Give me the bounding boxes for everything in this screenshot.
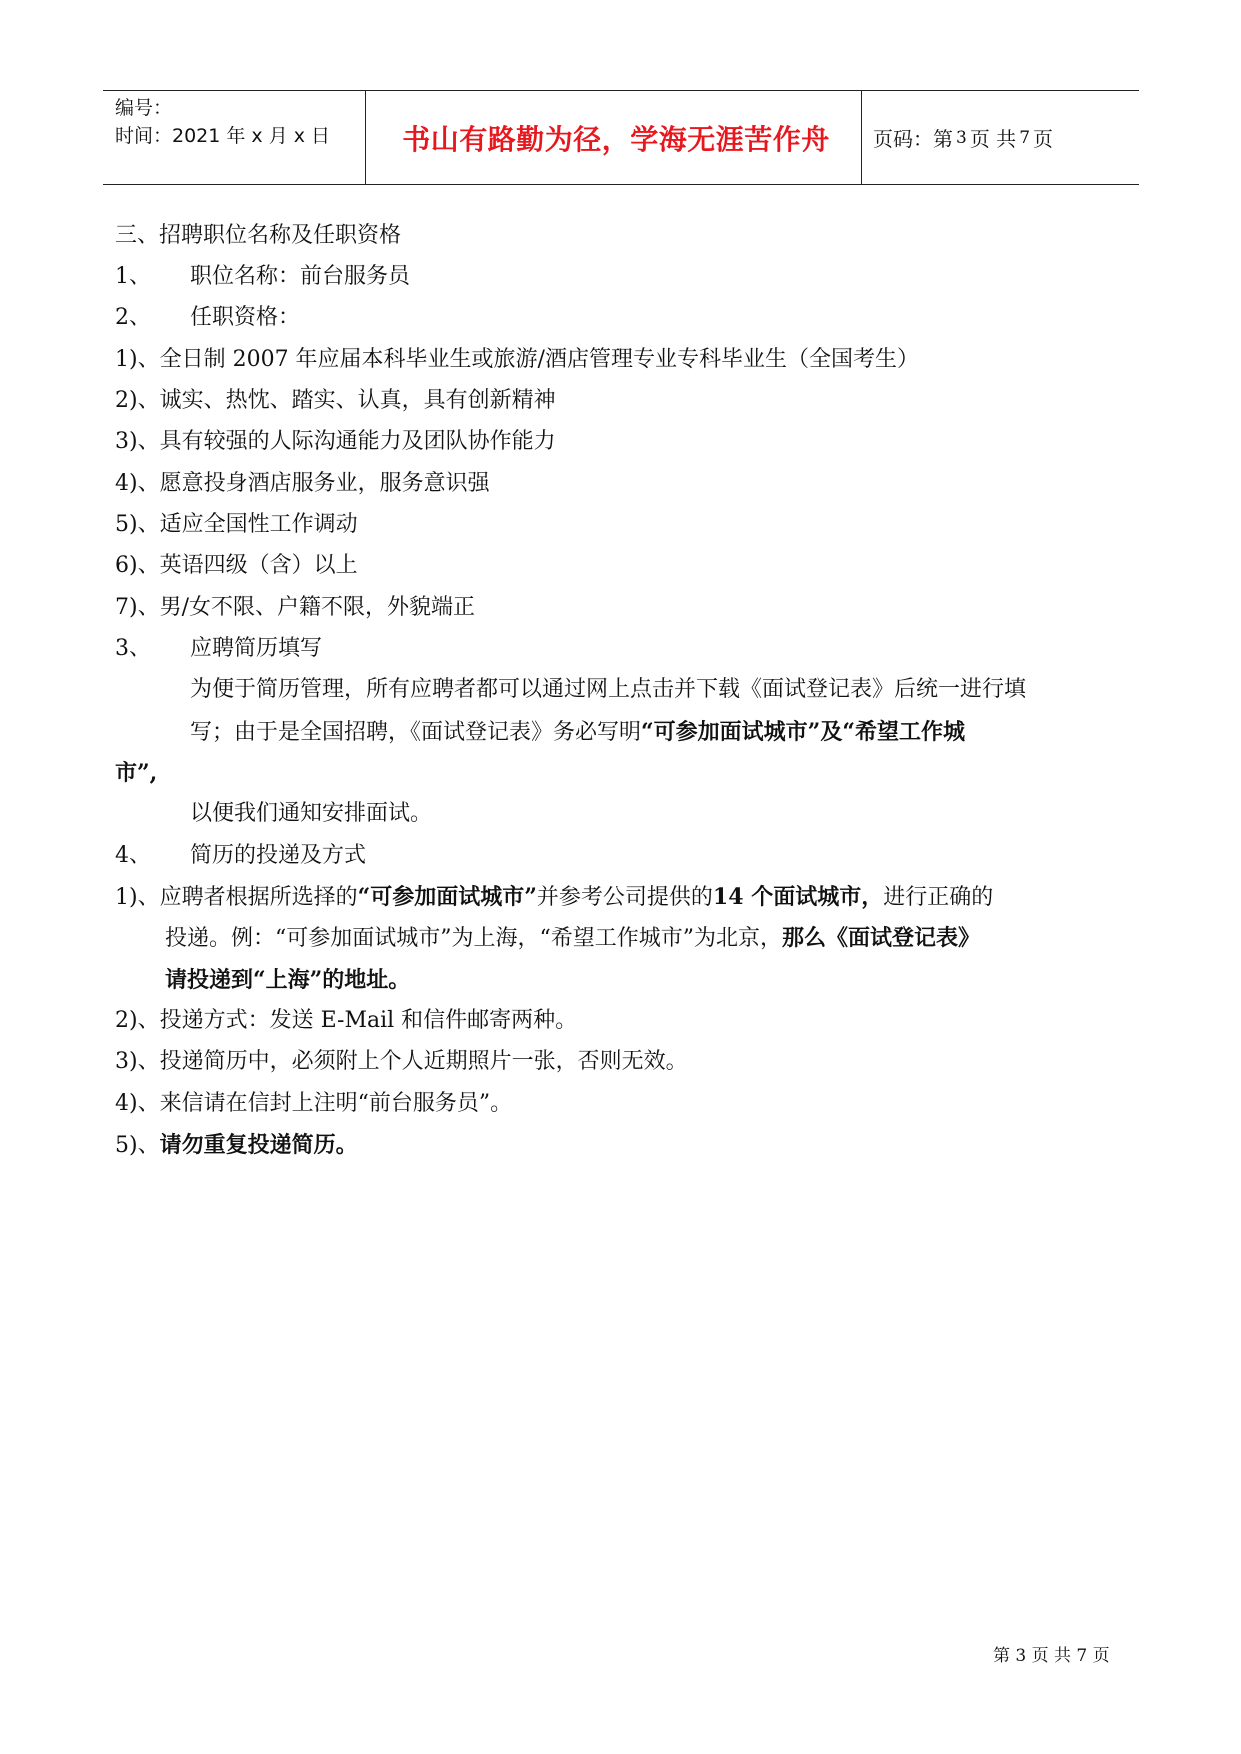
submit-text: 1)、应聘者根据所选择的: [115, 885, 358, 910]
item-text: 任职资格：: [190, 305, 301, 330]
resume-paragraph-line: 以便我们通知安排面试。: [190, 801, 433, 826]
submit-emphasis: 那么《面试登记表》: [782, 925, 981, 951]
submit-line: 3)、投递简历中，必须附上个人近期照片一张，否则无效。: [115, 1049, 688, 1074]
item-4: [115, 841, 366, 871]
submit-line: [115, 1130, 358, 1161]
item-1: [115, 262, 410, 292]
header-meta: [115, 94, 330, 150]
header-divider: [365, 91, 366, 184]
qualification-item: 1)、全日制 2007 年应届本科毕业生或旅游/酒店管理专业专科毕业生（全国考生）: [115, 347, 919, 372]
submit-text: 进行正确的: [883, 885, 994, 910]
submit-line: 2)、投递方式：发送 E-Mail 和信件邮寄两种。: [115, 1008, 578, 1033]
item-number: 4、: [115, 843, 151, 868]
item-text: 职位名称：前台服务员: [190, 264, 411, 289]
qualification-item: 4)、愿意投身酒店服务业，服务意识强: [115, 471, 490, 496]
submit-emphasis: “可参加面试城市”: [357, 884, 537, 910]
header-divider: [861, 91, 862, 184]
resume-paragraph-line: 市”,: [115, 760, 158, 786]
submit-line: [115, 882, 993, 913]
page-prefix: 页码：第: [873, 127, 953, 151]
page-number: 3: [956, 127, 967, 148]
header-motto: 书山有路勤为径，学海无涯苦作舟: [402, 122, 830, 156]
submit-emphasis: 请勿重复投递简历。: [159, 1132, 358, 1158]
item-number: 2、: [115, 305, 151, 330]
resume-emphasis: “可参加面试城市”及“希望工作城: [641, 719, 965, 745]
resume-text: 写；由于是全国招聘，《面试登记表》务必写明: [190, 720, 642, 745]
item-number: 3、: [115, 636, 151, 661]
item-text: 简历的投递及方式: [190, 843, 367, 868]
page-total: 7: [1019, 127, 1031, 148]
page-mid: 页 共: [969, 127, 1017, 151]
section-title: 三、招聘职位名称及任职资格: [115, 223, 402, 248]
resume-paragraph-line: [190, 717, 965, 748]
time-label: 时间：2021 年 x 月 x 日: [115, 125, 331, 147]
page-suffix: 页: [1033, 127, 1054, 151]
item-3: [115, 634, 322, 664]
header-page-info: [873, 91, 1053, 184]
submit-text: 并参考公司提供的: [536, 885, 713, 910]
qualification-item: 3)、具有较强的人际沟通能力及团队协作能力: [115, 429, 556, 454]
qualification-item: 6)、英语四级（含）以上: [115, 553, 358, 578]
number-label: 编号：: [115, 97, 173, 119]
qualification-item: 2)、诚实、热忱、踏实、认真，具有创新精神: [115, 388, 556, 413]
item-2: [115, 303, 300, 333]
submit-line: [165, 923, 980, 954]
page-header: [103, 90, 1139, 185]
qualification-item: 7)、男/女不限、户籍不限，外貌端正: [115, 595, 475, 620]
submit-line: 请投递到“上海”的地址。: [165, 967, 411, 993]
item-number: 1、: [115, 264, 151, 289]
submit-text: 5)、: [115, 1133, 160, 1158]
resume-paragraph-line: 为便于简历管理，所有应聘者都可以通过网上点击并下载《面试登记表》后统一进行填: [190, 677, 1027, 702]
submit-emphasis: 14 个面试城市，: [712, 884, 884, 910]
item-text: 应聘简历填写: [190, 636, 323, 661]
qualification-item: 5)、适应全国性工作调动: [115, 512, 358, 537]
page-footer: 第 3 页 共 7 页: [993, 1646, 1110, 1666]
submit-text: 投递。例：“可参加面试城市”为上海，“希望工作城市”为北京，: [165, 926, 782, 951]
submit-line: 4)、来信请在信封上注明“前台服务员”。: [115, 1091, 513, 1116]
